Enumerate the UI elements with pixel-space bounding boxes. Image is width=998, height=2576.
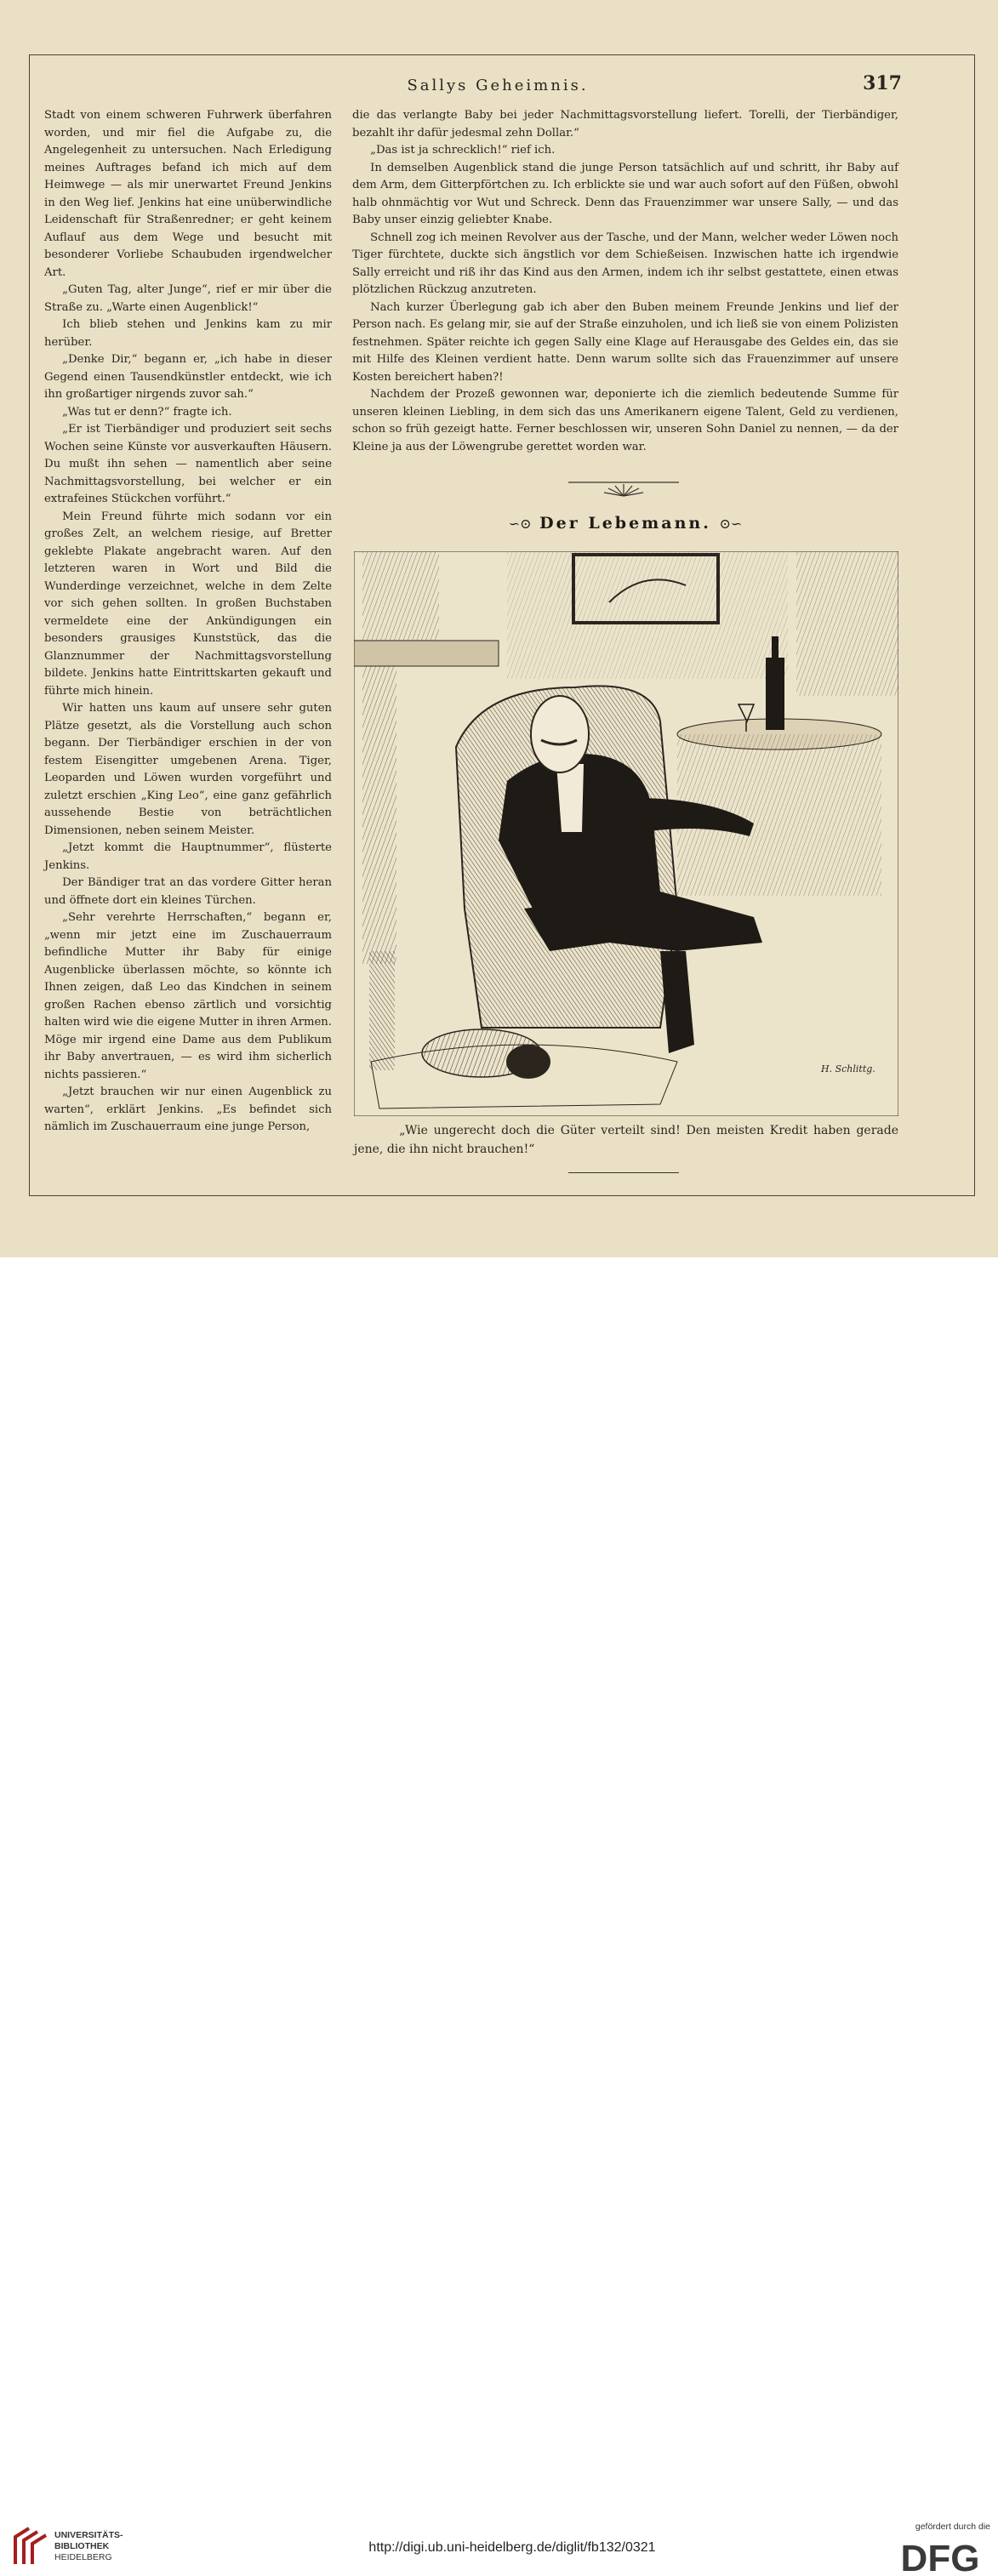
- paragraph: Nach kurzer Überlegung gab ich aber den Buben meinem Freunde Jenkins und lief der Person nach. Es gelang mir, sie auf der Straße einzuholen, und ich ließ sie von einem Polizisten festnehmen. Später reichte ich gegen Sally eine Klage auf Herausgabe des Geldes ein, das sie mit Hilfe des Kleinen verdient hatte. Denn warum sollte sich das Frauenzimmer auf unsere Kosten bereichert haben?!: [352, 300, 898, 384]
- paragraph: Der Bändiger trat an das vordere Gitter heran und öffnete dort ein kleines Türchen.: [44, 876, 332, 907]
- permalink-url[interactable]: http://digi.ub.uni-heidelberg.de/diglit/fb132/0321: [368, 2540, 656, 2555]
- paragraph: Stadt von einem schweren Fuhrwerk überfahren worden, und mir fiel die Aufgabe zu, die Angelegenheit zu untersuchen. Nach Erledigung meines Auftrages befand ich mich auf dem Heimwege — als mir unerwartet Freund Jenkins in den Weg lief. Jenkins hat eine unüberwindliche Leidenschaft für Straßenredner; er geht keinem Auflauf aus dem Wege und besucht mit besonderer Vorliebe Schaubuden irgendwelcher Art.: [44, 109, 332, 279]
- paragraph: Schnell zog ich meinen Revolver aus der Tasche, und der Mann, welcher weder Löwen noch Tiger fürchtete, duckte sich ängstlich vor dem Schießeisen. Inzwischen hatte ich irgendwie Sally erreicht und riß ihr das Kind aus den Armen, indem ich ihr selbst gestattete, einen etwas plötzlichen Rückzug anzutreten.: [352, 231, 898, 296]
- paragraph: In demselben Augenblick stand die junge Person tatsächlich auf und schritt, ihr Baby auf dem Arm, dem Gitterpförtchen zu. Ich erblickte sie und war auch sofort auf den Füßen, obwohl halb ohnmächtig vor Wut und Schreck. Denn das Frauenzimmer war unsere Sally, — und das Baby unser einzig geliebter Knabe.: [352, 161, 898, 226]
- sponsor-note: gefördert durch die: [915, 2522, 990, 2532]
- paragraph: Ich blieb stehen und Jenkins kam zu mir herüber.: [44, 318, 332, 349]
- paragraph: die das verlangte Baby bei jeder Nachmittagsvorstellung liefert. Torelli, der Tierbändiger, bezahlt ihr dafür jedesmal zehn Dollar.“: [352, 109, 898, 140]
- page-number: 317: [863, 72, 902, 94]
- paragraph: „Jetzt kommt die Hauptnummer“, flüsterte Jenkins.: [44, 841, 332, 872]
- dfg-logo-icon: [890, 2537, 990, 2576]
- right-text-column: [352, 107, 898, 456]
- paragraph: „Denke Dir,“ begann er, „ich habe in dieser Gegend einen Tausendkünstler entdeckt, wie ich ihn großartiger nirgends zuvor sah.“: [44, 353, 332, 401]
- swash-left: ∽⊙: [508, 516, 532, 532]
- paragraph: „Was tut er denn?“ fragte ich.: [62, 405, 232, 419]
- illustration-gentleman-in-armchair: [354, 551, 898, 1116]
- running-title: Sallys Geheimnis.: [407, 77, 589, 94]
- paragraph: Nachdem der Prozeß gewonnen war, deponierte ich die ziemlich bedeutende Summe für unseren kleinen Liebling, in dem sich das uns Amerikanern eigene Talent, Geld zu verdienen, schon so früh gezeigt hatte. Ferner beschlossen wir, unseren Sohn Daniel zu nennen, — da der Kleine ja aus der Löwengrube gerettet worden war.: [352, 388, 898, 453]
- ornament-divider-icon: [568, 479, 679, 498]
- left-text-column: [44, 107, 332, 1137]
- paragraph: „Das ist ja schrecklich!“ rief ich.: [370, 144, 556, 157]
- paragraph: Wir hatten uns kaum auf unsere sehr guten Plätze gesetzt, als die Vorstellung auch schon begann. Der Tierbändiger erschien in der von festem Eisengitter umgebenen Arena. Tiger, Leoparden und Löwen wurden vorgeführt und zuletzt erschien „King Leo“, eine ganz gefährlich aussehende Bestie von beträchtlichen Dimensionen, neben seinem Meister.: [44, 702, 332, 837]
- swash-right: ⊙∽: [719, 516, 743, 532]
- svg-text:DFG: DFG: [900, 2538, 980, 2576]
- digitization-footer: [0, 1257, 998, 2576]
- paragraph: „Guten Tag, alter Junge“, rief er mir über die Straße zu. „Warte einen Augenblick!“: [44, 283, 332, 314]
- paragraph: Mein Freund führte mich sodann vor ein großes Zelt, an welchem riesige, auf Bretter geklebte Plakate angebracht waren. Auf den letzteren waren in Wort und Bild die Wunderdinge verzeichnet, welche in dem Zelte vor sich gehen sollten. In großen Buchstaben vermeldete eine der Ankündigungen ein besonders grausiges Kunststück, das die Glanznummer der Nachmittagsvorstellung bildete. Jenkins hatte Eintrittskarten gekauft und führte mich hinein.: [44, 510, 332, 698]
- scanned-page: [0, 0, 998, 1257]
- artist-signature: H. Schlittg.: [821, 1063, 875, 1074]
- end-rule: [568, 1172, 679, 1173]
- paragraph: „Jetzt brauchen wir nur einen Augenblick zu warten“, erklärt Jenkins. „Es befindet sich nämlich im Zuschauerraum eine junge Person,: [44, 1086, 332, 1133]
- title-text: Der Lebemann.: [539, 514, 711, 533]
- section-title: [459, 514, 791, 533]
- university-library-logo-icon: [10, 2525, 51, 2567]
- library-name: UNIVERSITÄTS- BIBLIOTHEK HEIDELBERG: [54, 2530, 123, 2562]
- paragraph: „Sehr verehrte Herrschaften,“ begann er, „wenn mir jetzt eine im Zuschauerraum befindliche Mutter ihr Baby für einige Augenblicke überlassen möchte, so könnte ich Ihnen zeigen, daß Leo das Kindchen in seinem großen Rachen ebenso zärtlich und vorsichtig halten wird wie die eigene Mutter in ihren Armen. Möge mir irgend eine Dame aus dem Publikum ihr Baby anvertrauen, — es wird ihm sicherlich nichts passieren.“: [44, 911, 332, 1081]
- illustration-caption: „Wie ungerecht doch die Güter verteilt sind! Den meisten Kredit haben gerade jene, die ihn nicht brauchen!“: [354, 1124, 898, 1156]
- paragraph: „Er ist Tierbändiger und produziert seit sechs Wochen seine Künste vor ausverkauften Häusern. Du mußt ihn sehen — namentlich aber seine Nachmittagsvorstellung, bei welcher er ein extrafeines Stückchen vorführt.“: [44, 423, 332, 505]
